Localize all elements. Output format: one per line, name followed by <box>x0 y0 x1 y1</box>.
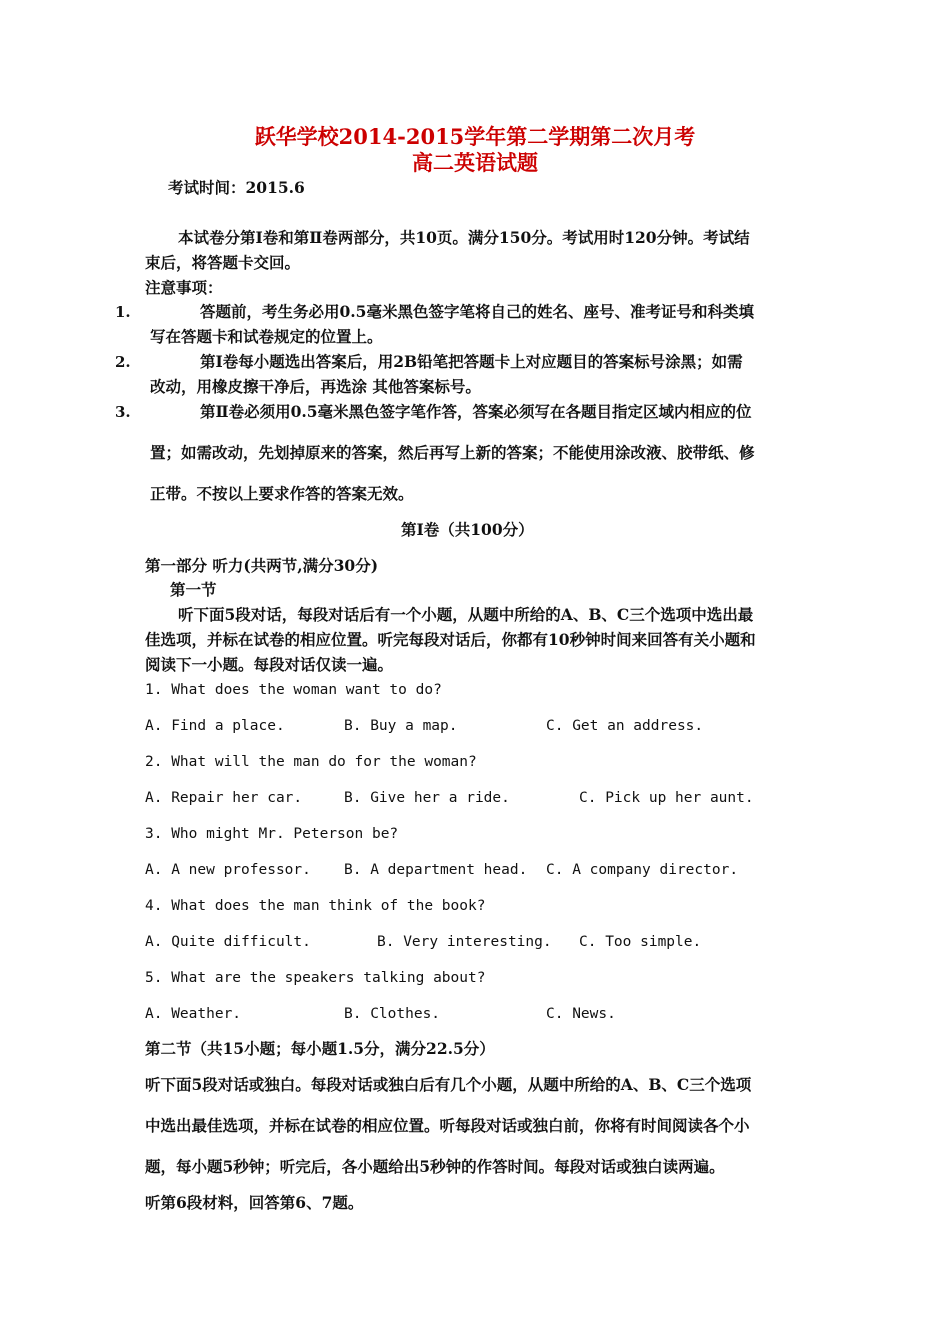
intro-line-2: 束后，将答题卡交回。 <box>145 253 301 272</box>
intro-line-1: 本试卷分第Ⅰ卷和第Ⅱ卷两部分，共10页。满分150分。考试用时120分钟。考试结 <box>178 228 750 247</box>
notice-1-number: 1. <box>115 303 131 321</box>
notice-3-number: 3. <box>115 403 131 421</box>
question-5-option-b: B. Clothes. <box>344 1006 441 1022</box>
question-3-option-a: A. A new professor. <box>145 862 311 878</box>
notice-2-line-1: 第Ⅰ卷每小题选出答案后，用2B铅笔把答题卡上对应题目的答案标号涂黑；如需 <box>200 352 743 371</box>
exam-title: 跃华学校2014-2015学年第二学期第二次月考 <box>254 124 696 149</box>
question-5: 5. What are the speakers talking about? <box>145 970 486 986</box>
question-3: 3. Who might Mr. Peterson be? <box>145 826 399 842</box>
section-1-instr-line-1: 听下面5段对话，每段对话后有一个小题，从题中所给的A、B、C三个选项中选出最 <box>178 605 754 624</box>
question-2-option-c: C. Pick up her aunt. <box>579 790 754 806</box>
question-5-option-a: A. Weather. <box>145 1006 242 1022</box>
question-2-option-b: B. Give her a ride. <box>344 790 510 806</box>
question-4-option-a: A. Quite difficult. <box>145 934 311 950</box>
exam-time: 考试时间：2015.6 <box>168 178 305 197</box>
section-1-instr-line-2: 佳选项，并标在试卷的相应位置。听完每段对话后，你都有10秒钟时间来回答有关小题和 <box>145 630 756 649</box>
question-1-option-a: A. Find a place. <box>145 718 285 734</box>
question-5-option-c: C. News. <box>546 1006 616 1022</box>
notice-2-line-2: 改动，用橡皮擦干净后，再选涂 其他答案标号。 <box>150 377 481 396</box>
section-2-title: 第二节（共15小题；每小题1.5分，满分22.5分） <box>145 1039 495 1058</box>
section-1-title: 第一节 <box>170 580 217 599</box>
notice-3-line-1: 第Ⅱ卷必须用0.5毫米黑色签字笔作答，答案必须写在各题目指定区域内相应的位 <box>200 402 752 421</box>
volume-1-heading: 第Ⅰ卷（共100分） <box>401 520 534 539</box>
notice-1-line-1: 答题前，考生务必用0.5毫米黑色签字笔将自己的姓名、座号、准考证号和科类填 <box>200 302 754 321</box>
question-1-option-c: C. Get an address. <box>546 718 704 734</box>
question-4-option-c: C. Too simple. <box>579 934 702 950</box>
question-3-option-c: C. A company director. <box>546 862 739 878</box>
notice-1-line-2: 写在答题卡和试卷规定的位置上。 <box>150 327 383 346</box>
section-2-line-2: 中选出最佳选项，并标在试卷的相应位置。听每段对话或独白前，你将有时间阅读各个小 <box>145 1116 750 1135</box>
notice-2-number: 2. <box>115 353 131 371</box>
notice-title: 注意事项： <box>145 278 223 297</box>
question-1: 1. What does the woman want to do? <box>145 682 442 698</box>
section-1-instr-line-3: 阅读下一小题。每段对话仅读一遍。 <box>145 655 394 674</box>
question-2: 2. What will the man do for the woman? <box>145 754 477 770</box>
notice-3-line-2: 置；如需改动，先划掉原来的答案，然后再写上新的答案；不能使用涂改液、胶带纸、修 <box>150 443 755 462</box>
question-4: 4. What does the man think of the book? <box>145 898 486 914</box>
question-2-option-a: A. Repair her car. <box>145 790 303 806</box>
notice-3-line-3: 正带。不按以上要求作答的答案无效。 <box>150 484 414 503</box>
section-2-line-1: 听下面5段对话或独白。每段对话或独白后有几个小题，从题中所给的A、B、C三个选项 <box>145 1075 752 1094</box>
part-1-title: 第一部分 听力(共两节,满分30分) <box>145 556 379 575</box>
section-2-line-4: 听第6段材料，回答第6、7题。 <box>145 1193 364 1212</box>
question-3-option-b: B. A department head. <box>344 862 528 878</box>
exam-subtitle: 高二英语试题 <box>412 150 538 175</box>
question-4-option-b: B. Very interesting. <box>377 934 552 950</box>
section-2-line-3: 题，每小题5秒钟；听完后，各小题给出5秒钟的作答时间。每段对话或独白读两遍。 <box>145 1157 725 1176</box>
question-1-option-b: B. Buy a map. <box>344 718 458 734</box>
